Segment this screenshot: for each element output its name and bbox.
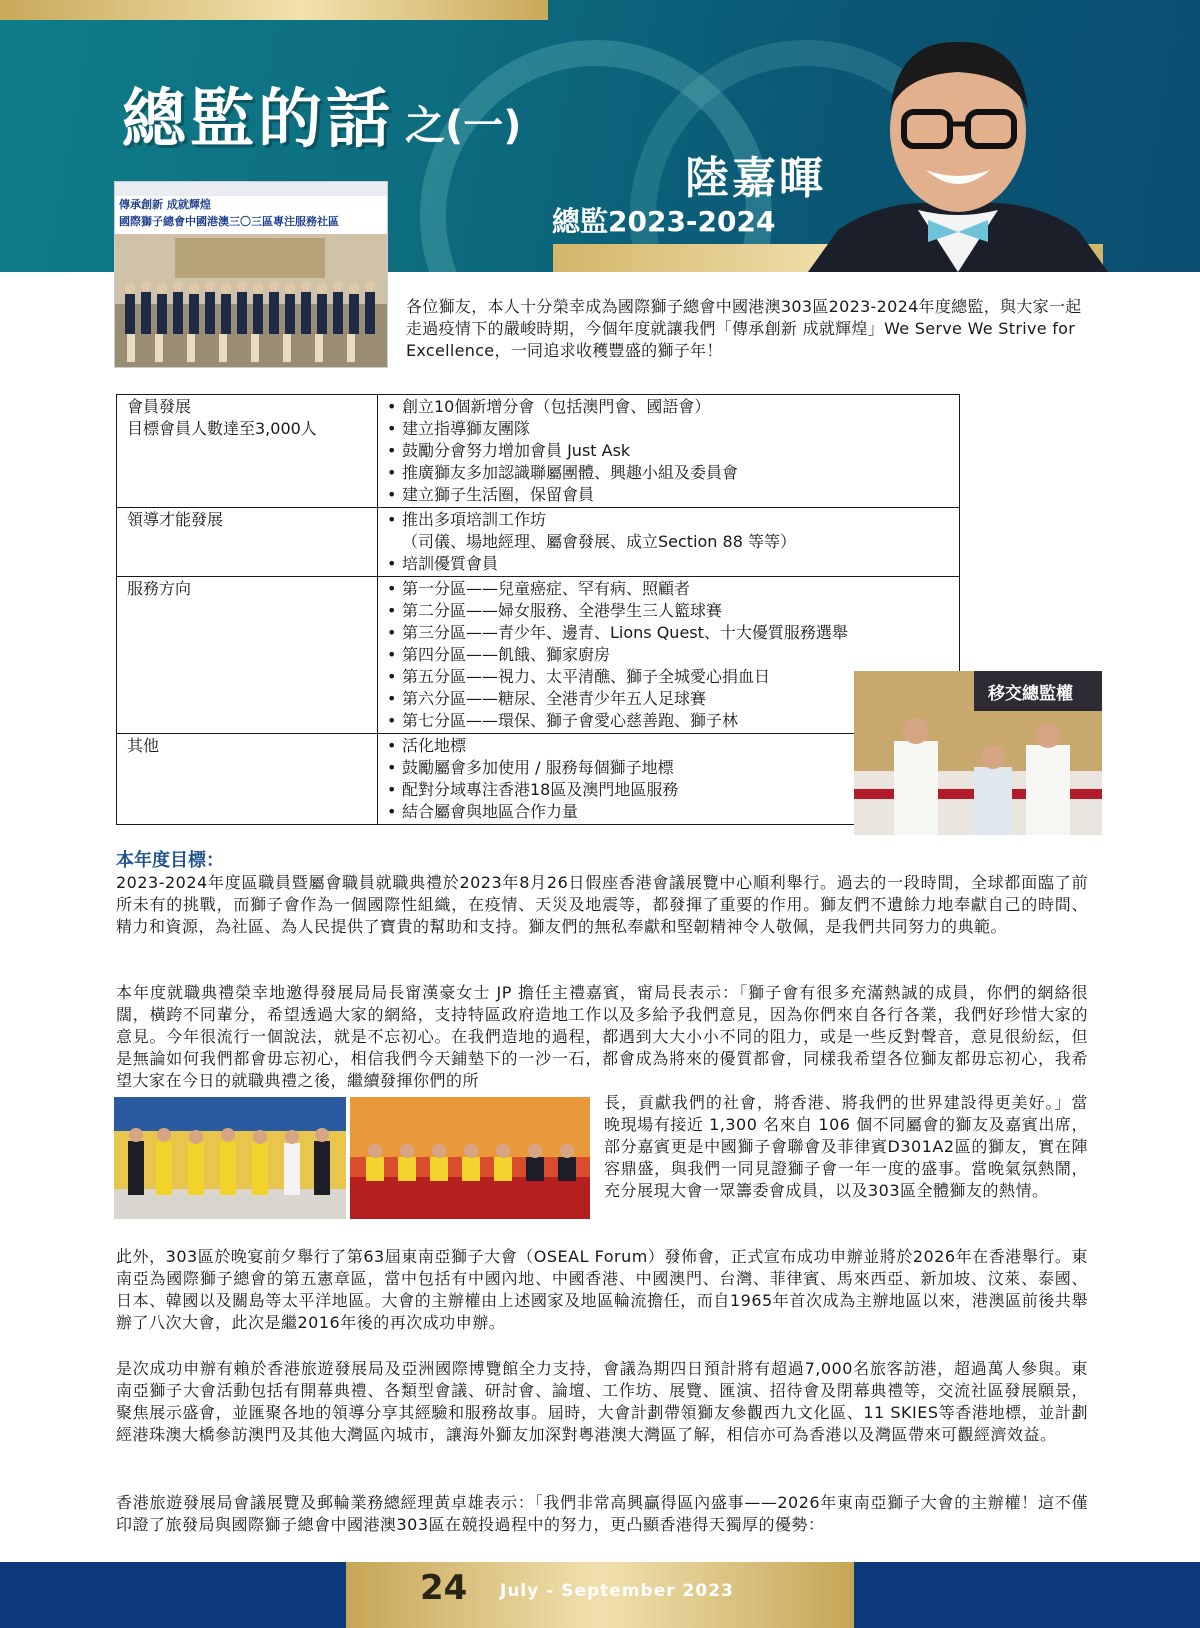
issue-date: July - September 2023	[500, 1581, 734, 1601]
goals-table	[116, 394, 960, 825]
photo-banner	[115, 196, 387, 234]
list-item: （司儀、場地經理、屬會發展、成立Section 88 等等）	[402, 532, 796, 551]
table-cell-items	[378, 395, 960, 508]
list-item: • 第四分區——飢餓、獅家廚房	[386, 644, 951, 666]
list-item: • 結合屬會與地區合作力量	[386, 801, 951, 823]
intro-paragraph: 各位獅友，本人十分榮幸成為國際獅子總會中國港澳303區2023-2024年度總監，與大家一起走過疫情下的嚴峻時期，今個年度就讓我們「傳承創新 成就輝煌」We Serve We Strive for Excellence，一同追求收穫豐盛的獅子年！	[406, 297, 1082, 360]
table-cell-category	[117, 508, 378, 577]
photo-banner-line: 傳承創新 成就輝煌	[119, 198, 211, 211]
body-paragraph: 長，貢獻我們的社會，將香港、將我們的世界建設得更美好。」當晚現場有接近 1,300 名來自 106 個不同屬會的獅友及嘉賓出席，部分嘉賓更是中國獅子會聯會及菲律賓D301A2區的獅友，實在陣容鼎盛，與我們一同見證獅子會一年一度的盛事。當晚氣氛熱鬧，充分展現大會一眾籌委會成員，以及303區全體獅友的熱情。	[604, 1093, 1088, 1200]
ceremony-photos	[114, 1097, 590, 1219]
list-item: • 第一分區——兒童癌症、罕有病、照顧者	[386, 578, 951, 600]
table-row	[117, 395, 960, 508]
table-row	[117, 577, 960, 734]
table-row	[117, 508, 960, 577]
list-item: • 推廣獅友多加認識聯屬團體、興趣小組及委員會	[386, 462, 951, 484]
governor-role: 總監2023-2024	[552, 205, 776, 238]
list-item: • 配對分域專注香港18區及澳門地區服務	[386, 779, 951, 801]
photo-banner-line: 國際獅子總會中國港澳三〇三區專注服務社區	[119, 215, 339, 228]
list-item: • 鼓勵分會努力增加會員 Just Ask	[386, 440, 951, 462]
table-row	[117, 734, 960, 825]
list-item: • 第三分區——青少年、邊青、Lions Quest、十大優質服務選舉	[386, 622, 951, 644]
list-item: • 第六分區——糖尿、全港青少年五人足球賽	[386, 688, 951, 710]
page-title-suffix: 之(一)	[405, 103, 522, 149]
section-heading: 本年度目標：	[116, 850, 224, 871]
category-label: 會員發展	[127, 397, 192, 416]
photo-banner-text: 移交總監權	[988, 684, 1073, 704]
governor-portrait	[808, 20, 1108, 272]
body-paragraph: 本年度就職典禮榮幸地邀得發展局局長甯漢豪女士 JP 擔任主禮嘉賓，甯局長表示：「獅子會有很多充滿熱誠的成員，你們的網絡很闊，橫跨不同輩分，希望透過大家的網絡，支持特區政府造地工作以及多給予我們意見，因為你們來自各行各業，我們好珍惜大家的意見。今年很流行一個說法，就是不忘初心。在我們造地的過程，都遇到大大小小不同的阻力，或是一些反對聲音，意見很紛紜，但是無論如何我們都會毋忘初心，相信我們今天鋪墊下的一沙一石，都會成為將來的優質都會，同樣我希望各位獅友都毋忘初心，我希望大家在今日的就職典禮之後，繼續發揮你們的所	[116, 983, 1088, 1090]
table-cell-items	[378, 508, 960, 577]
table-cell-category	[117, 395, 378, 508]
governor-name: 陸嘉暉	[685, 153, 826, 204]
list-item: • 活化地標	[386, 735, 951, 757]
body-paragraph: 是次成功申辦有賴於香港旅遊發展局及亞洲國際博覽館全力支持，會議為期四日預計將有超過7,000名旅客訪港，超過萬人參與。東南亞獅子大會活動包括有開幕典禮、各類型會議、研討會、論壇、工作坊、展覽、匯演、招待會及閉幕典禮等，交流社區發展願景，聚焦展示盛會，並匯聚各地的領導分享其經驗和服務故事。屆時，大會計劃帶領獅友參觀西九文化區、11 SKIES等香港地標，並計劃經港珠澳大橋參訪澳門及其他大灣區內城市，讓海外獅友加深對粵港澳大灣區了解，相信亦可為香港以及灣區帶來可觀經濟效益。	[116, 1359, 1088, 1444]
gold-stripe-top	[0, 0, 548, 20]
body-paragraph: 此外，303區於晚宴前夕舉行了第63屆東南亞獅子大會（OSEAL Forum）發佈會，正式宣布成功申辦並將於2026年在香港舉行。東南亞為國際獅子總會的第五憲章區，當中包括有中國內地、中國香港、中國澳門、台灣、菲律賓、馬來西亞、新加坡、汶萊、泰國、日本、韓國以及關島等太平洋地區。大會的主辦權由上述國家及地區輪流擔任，而自1965年首次成為主辦地區以來，港澳區前後共舉辦了八次大會，此次是繼2016年後的再次成功申辦。	[116, 1247, 1088, 1332]
category-label: 其他	[127, 736, 160, 755]
table-cell-category	[117, 734, 378, 825]
page-number: 24	[420, 1568, 468, 1608]
list-item: • 建立獅子生活圈，保留會員	[386, 484, 951, 506]
category-label: 服務方向	[127, 579, 192, 598]
category-label: 領導才能發展	[127, 510, 224, 529]
list-item: • 鼓勵屬會多加使用 / 服務每個獅子地標	[386, 757, 951, 779]
handover-photo	[854, 671, 1102, 835]
list-item: • 建立指導獅友團隊	[386, 418, 951, 440]
list-item: • 第七分區——環保、獅子會愛心慈善跑、獅子林	[386, 710, 951, 732]
list-item: • 培訓優質會員	[386, 553, 951, 575]
list-item: • 第五分區——視力、太平清醮、獅子全城愛心捐血日	[386, 666, 951, 688]
list-item: • 第二分區——婦女服務、全港學生三人籃球賽	[386, 600, 951, 622]
table-cell-category	[117, 577, 378, 734]
list-item: • 推出多項培訓工作坊	[386, 509, 951, 531]
category-label: 目標會員人數達至3,000人	[127, 419, 317, 438]
body-paragraph: 香港旅遊發展局會議展覽及郵輪業務總經理黃卓雄表示：「我們非常高興贏得區內盛事——2026年東南亞獅子大會的主辦權！這不僅印證了旅發局與國際獅子總會中國港澳303區在競投過程中的努力，更凸顯香港得天獨厚的優勢：	[116, 1493, 1088, 1534]
body-paragraph: 2023-2024年度區職員暨屬會職員就職典禮於2023年8月26日假座香港會議展覽中心順利舉行。過去的一段時間，全球都面臨了前所未有的挑戰，而獅子會作為一個國際性組織，在疫情、天災及地震等，都發揮了重要的作用。獅友們不遺餘力地奉獻自己的時間、精力和資源，為社區、為人民提供了寶貴的幫助和支持。獅友們的無私奉獻和堅韌精神令人敬佩，是我們共同努力的典範。	[116, 873, 1088, 936]
group-photo-banner	[114, 181, 388, 368]
page-title: 總監的話	[122, 83, 394, 157]
list-item: • 創立10個新增分會（包括澳門會、國語會）	[386, 396, 951, 418]
